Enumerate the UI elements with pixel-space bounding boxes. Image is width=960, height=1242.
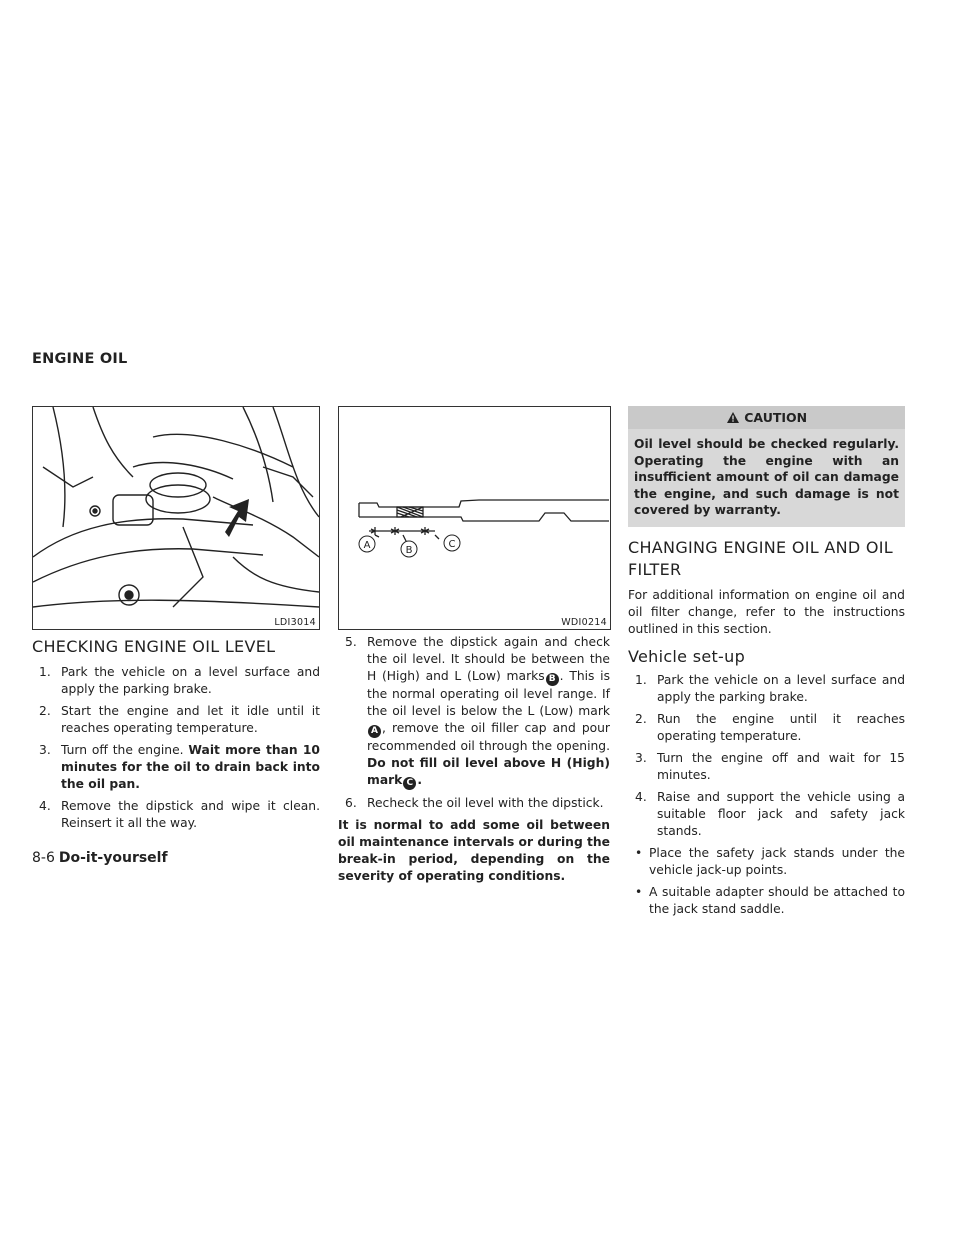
heading-checking-oil: CHECKING ENGINE OIL LEVEL: [32, 637, 276, 656]
bullet-text: Place the safety jack stands under the vehicle jack-up points.: [649, 845, 905, 877]
caution-text: Oil level should be checked regularly. Operating the engine with an insufficient amount of oil can damage the engine, and such damage is not covered by warranty.: [634, 437, 899, 517]
step-number: 3.: [39, 743, 51, 757]
heading-changing-oil: CHANGING ENGINE OIL AND OIL FILTER: [628, 537, 894, 579]
dipstick-figure: [338, 406, 611, 630]
step-text: Remove the dipstick again and check the oil level. It should be between the H (High) and L (Low) marks: [367, 635, 610, 683]
step-number: 2.: [635, 711, 647, 726]
step-text: Park the vehicle on a level surface and apply the parking brake.: [61, 665, 320, 696]
oil-note: It is normal to add some oil between oil maintenance intervals or during the break-in period, depending on the severity of operating conditions.: [338, 818, 610, 883]
left-column: [32, 636, 320, 837]
heading-vehicle-setup: Vehicle set-up: [628, 646, 746, 666]
step-item: [338, 634, 610, 790]
step-item: [32, 798, 320, 832]
engine-bay-illustration: [33, 407, 319, 629]
caution-title: CAUTION: [744, 410, 808, 425]
step-number: 1.: [635, 672, 647, 687]
middle-column: [338, 634, 610, 885]
step-text: Start the engine and let it idle until it reaches operating temperature.: [61, 704, 320, 735]
step-number: 4.: [39, 799, 51, 813]
step-item: [32, 664, 320, 698]
section-title: ENGINE OIL: [32, 351, 128, 367]
step-text: Remove the dipstick and wipe it clean. Reinsert it all the way.: [61, 799, 320, 830]
step-item: [628, 672, 905, 706]
step-text: Turn the engine off and wait for 15 minutes.: [657, 750, 905, 782]
step-text: Run the engine until it reaches operating temperature.: [657, 711, 905, 743]
caution-header: [628, 406, 905, 429]
step-number: 2.: [39, 704, 51, 718]
figure-code: LDI3014: [274, 617, 316, 628]
step-number: 6.: [345, 796, 357, 810]
caution-box: [628, 406, 905, 527]
step-warning: Wait more than 10 minutes for the oil to drain back into the oil pan.: [61, 743, 320, 791]
step-warning: Do not fill oil level above H (High) mark: [367, 756, 610, 787]
engine-bay-figure: [32, 406, 320, 630]
mark-b-icon: B: [546, 673, 559, 686]
step-item: [32, 742, 320, 793]
bullet-item: [628, 884, 905, 918]
step-text: Recheck the oil level with the dipstick.: [367, 796, 604, 810]
step-text: Turn off the engine.: [61, 743, 184, 757]
label-a: A: [363, 540, 371, 551]
dipstick-illustration: [339, 407, 610, 629]
label-c: C: [448, 539, 456, 550]
step-text: Raise and support the vehicle using a suitable floor jack and safety jack stands.: [657, 789, 905, 838]
step-item: [32, 703, 320, 737]
bullet-text: A suitable adapter should be attached to the jack stand saddle.: [649, 884, 905, 916]
step-item: [628, 711, 905, 745]
mark-a-icon: A: [368, 725, 381, 738]
step-text: , remove the oil filler cap and pour recommended oil through the opening.: [367, 721, 610, 753]
intro-text: For additional information on engine oil and oil filter change, refer to the instructions outlined in this section.: [628, 587, 905, 636]
step-text-wrapper: [61, 742, 320, 793]
step-text-wrapper: [367, 634, 610, 790]
warning-triangle-icon: [726, 411, 740, 424]
step-number: 1.: [39, 665, 51, 679]
step-item: [628, 750, 905, 784]
step-text: . This is the normal operating oil level range. If the oil level is below the L (Low) mark: [367, 669, 610, 718]
page-footer: [32, 850, 168, 866]
step-text: Park the vehicle on a level surface and apply the parking brake.: [657, 672, 905, 704]
bullet-mark: •: [635, 845, 643, 860]
bullet-mark: •: [635, 884, 643, 899]
step-item: [338, 795, 610, 812]
footer-section: Do-it-yourself: [58, 850, 168, 866]
page-number: 8-6: [32, 850, 55, 866]
right-column: [628, 406, 905, 923]
figure-code: WDI0214: [561, 617, 607, 628]
step-warning-end: .: [417, 773, 423, 787]
step-number: 4.: [635, 789, 647, 804]
label-b: B: [405, 545, 413, 556]
step-number: 5.: [345, 635, 357, 649]
bullet-item: [628, 845, 905, 879]
step-number: 3.: [635, 750, 647, 765]
mark-c-icon: C: [403, 777, 416, 790]
step-item: [628, 789, 905, 840]
